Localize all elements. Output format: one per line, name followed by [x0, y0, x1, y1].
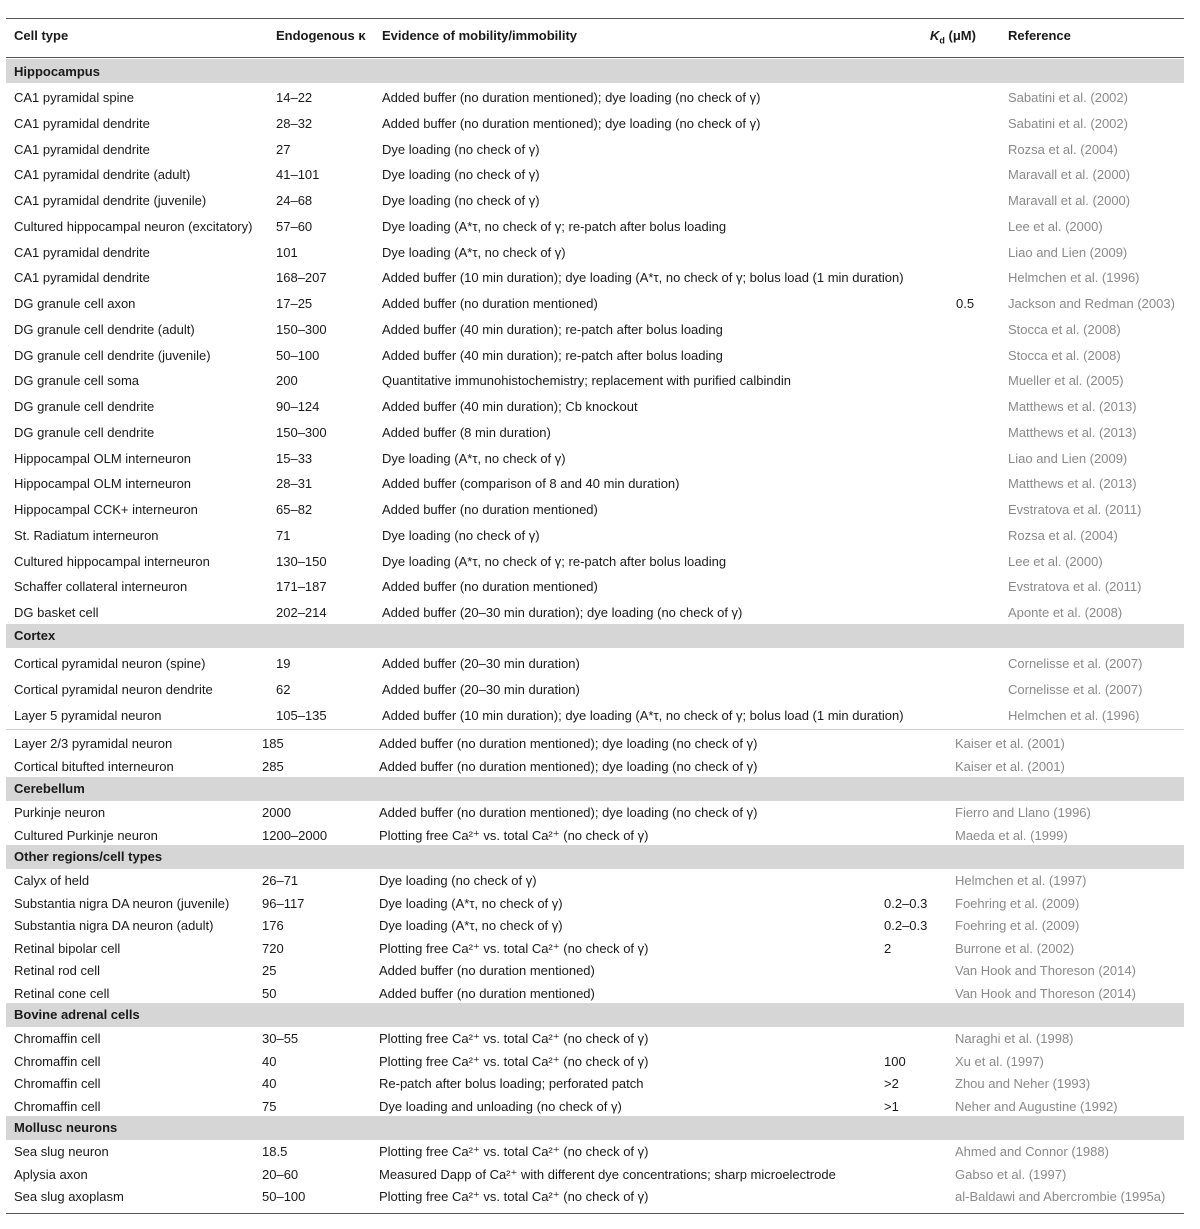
- reference: Liao and Lien (2009): [1008, 244, 1128, 260]
- endogenous-kappa: 176: [262, 918, 284, 934]
- table-row: [0, 825, 1200, 848]
- endogenous-kappa: 25: [262, 963, 277, 979]
- evidence: Added buffer (no duration mentioned); dye loading (no check of γ): [382, 90, 761, 105]
- cell-type: Retinal cone cell: [14, 986, 110, 1001]
- evidence: Added buffer (20–30 min duration): [382, 656, 580, 671]
- table-header: [0, 28, 1200, 50]
- cell-type: CA1 pyramidal dendrite: [14, 270, 150, 286]
- reference: Helmchen et al. (1996): [1008, 707, 1140, 723]
- cell-type: Sea slug neuron: [14, 1144, 109, 1159]
- table-row: [0, 266, 1200, 292]
- endogenous-kappa: 57–60: [276, 218, 313, 234]
- table-row: [0, 802, 1200, 825]
- cell-type: Aplysia axon: [14, 1166, 88, 1182]
- endogenous-kappa: 2000: [262, 805, 291, 820]
- evidence: Added buffer (no duration mentioned); dye loading (no check of γ): [379, 758, 758, 774]
- evidence: Added buffer (10 min duration); dye loading (A*τ, no check of γ; bolus load (1 min duration): [382, 270, 904, 286]
- reference: Rozsa et al. (2004): [1008, 141, 1118, 157]
- evidence: Added buffer (20–30 min duration): [382, 681, 580, 697]
- evidence: Dye loading (A*τ, no check of γ): [379, 895, 563, 911]
- evidence: Quantitative immunohistochemistry; replacement with purified calbindin: [382, 373, 791, 389]
- endogenous-kappa: 14–22: [276, 90, 313, 105]
- endogenous-kappa: 40: [262, 1076, 277, 1092]
- col-reference: Reference: [1008, 28, 1071, 43]
- reference: Van Hook and Thoreson (2014): [955, 963, 1136, 979]
- evidence: Dye loading and unloading (no check of γ): [379, 1098, 622, 1114]
- table-row: [0, 163, 1200, 189]
- cell-type: DG granule cell axon: [14, 296, 136, 311]
- endogenous-kappa: 28–31: [276, 476, 313, 492]
- evidence: Added buffer (8 min duration): [382, 424, 551, 440]
- cell-type: DG granule cell dendrite: [14, 399, 155, 414]
- table-row: [0, 1096, 1200, 1119]
- reference: Neher and Augustine (1992): [955, 1098, 1118, 1114]
- top-rule: [6, 18, 1184, 19]
- reference: Lee et al. (2000): [1008, 553, 1103, 569]
- endogenous-kappa: 1200–2000: [262, 827, 328, 843]
- evidence: Dye loading (A*τ, no check of γ): [382, 244, 566, 260]
- table-row: [0, 960, 1200, 983]
- table-row: [0, 1028, 1200, 1051]
- cell-type: CA1 pyramidal dendrite (adult): [14, 167, 191, 183]
- table-row: [0, 292, 1200, 318]
- header-rule: [6, 57, 1184, 58]
- endogenous-kappa: 50: [262, 986, 277, 1001]
- reference: Stocca et al. (2008): [1008, 321, 1121, 337]
- cell-type: Calyx of held: [14, 873, 90, 888]
- cell-type: Cultured hippocampal neuron (excitatory): [14, 218, 253, 234]
- evidence: Plotting free Ca²⁺ vs. total Ca²⁺ (no check of γ): [379, 1144, 649, 1159]
- endogenous-kappa: 150–300: [276, 321, 327, 337]
- cell-type: Sea slug axoplasm: [14, 1189, 124, 1205]
- evidence: Dye loading (no check of γ): [382, 527, 540, 543]
- endogenous-kappa: 185: [262, 736, 284, 751]
- section-header: [6, 845, 1184, 869]
- section-title: Mollusc neurons: [14, 1120, 118, 1135]
- endogenous-kappa: 101: [276, 244, 298, 260]
- endogenous-kappa: 28–32: [276, 115, 313, 131]
- endogenous-kappa: 62: [276, 681, 291, 697]
- table-row: [0, 938, 1200, 961]
- endogenous-kappa: 65–82: [276, 502, 313, 517]
- evidence: Added buffer (no duration mentioned); dye loading (no check of γ): [382, 115, 761, 131]
- reference: Evstratova et al. (2011): [1008, 579, 1142, 595]
- cell-type: Cultured hippocampal interneuron: [14, 553, 210, 569]
- evidence: Re-patch after bolus loading; perforated patch: [379, 1076, 644, 1092]
- kd-value: >2: [884, 1076, 899, 1092]
- reference: Maeda et al. (1999): [955, 827, 1068, 843]
- cell-type: Substantia nigra DA neuron (juvenile): [14, 895, 230, 911]
- table-row: [0, 1164, 1200, 1187]
- endogenous-kappa: 130–150: [276, 553, 327, 569]
- cell-type: Chromaffin cell: [14, 1053, 101, 1069]
- table-row: [0, 447, 1200, 473]
- cell-type: Layer 2/3 pyramidal neuron: [14, 736, 173, 751]
- evidence: Dye loading (A*τ, no check of γ; re-patch after bolus loading: [382, 218, 727, 234]
- section-title: Cortex: [14, 628, 56, 643]
- table-row: [0, 678, 1200, 704]
- reference: Maravall et al. (2000): [1008, 167, 1131, 183]
- kd-value: 0.5: [956, 296, 975, 311]
- table-row: [0, 575, 1200, 601]
- evidence: Added buffer (20–30 min duration); dye loading (no check of γ): [382, 605, 743, 620]
- endogenous-kappa: 720: [262, 940, 284, 956]
- reference: Gabso et al. (1997): [955, 1166, 1067, 1182]
- endogenous-kappa: 202–214: [276, 605, 327, 620]
- reference: al-Baldawi and Abercrombie (1995a): [955, 1189, 1166, 1205]
- endogenous-kappa: 19: [276, 656, 291, 671]
- evidence: Dye loading (no check of γ): [382, 141, 540, 157]
- reference: Stocca et al. (2008): [1008, 347, 1121, 363]
- endogenous-kappa: 41–101: [276, 167, 320, 183]
- evidence: Added buffer (no duration mentioned); dye loading (no check of γ): [379, 736, 758, 751]
- reference: Fierro and Llano (1996): [955, 805, 1091, 820]
- reference: Naraghi et al. (1998): [955, 1031, 1074, 1046]
- evidence: Dye loading (no check of γ): [382, 167, 540, 183]
- evidence: Added buffer (40 min duration); re-patch after bolus loading: [382, 321, 723, 337]
- cell-type: Hippocampal OLM interneuron: [14, 450, 192, 466]
- endogenous-kappa: 105–135: [276, 707, 327, 723]
- evidence: Plotting free Ca²⁺ vs. total Ca²⁺ (no check of γ): [379, 940, 649, 956]
- reference: Xu et al. (1997): [955, 1053, 1044, 1069]
- section-title: Bovine adrenal cells: [14, 1007, 140, 1022]
- cell-type: Cortical bitufted interneuron: [14, 758, 174, 774]
- evidence: Dye loading (A*τ, no check of γ): [382, 450, 566, 466]
- table-row: [0, 1051, 1200, 1074]
- evidence: Plotting free Ca²⁺ vs. total Ca²⁺ (no check of γ): [379, 1031, 649, 1046]
- table-row: [0, 1186, 1200, 1209]
- endogenous-kappa: 150–300: [276, 424, 327, 440]
- endogenous-kappa: 168–207: [276, 270, 327, 286]
- cell-type: CA1 pyramidal dendrite: [14, 141, 150, 157]
- evidence: Added buffer (comparison of 8 and 40 min duration): [382, 476, 680, 492]
- evidence: Dye loading (no check of γ): [382, 193, 540, 208]
- cell-type: Cortical pyramidal neuron dendrite: [14, 681, 213, 697]
- endogenous-kappa: 200: [276, 373, 298, 389]
- table-row: [0, 318, 1200, 344]
- table-row: [0, 704, 1200, 730]
- table-row: [0, 550, 1200, 576]
- table-row: [0, 421, 1200, 447]
- cell-type: CA1 pyramidal spine: [14, 90, 134, 105]
- col-cell-type: Cell type: [14, 28, 69, 43]
- reference: Foehring et al. (2009): [955, 918, 1080, 934]
- evidence: Dye loading (no check of γ): [379, 873, 537, 888]
- endogenous-kappa: 96–117: [262, 895, 305, 911]
- reference: Burrone et al. (2002): [955, 940, 1075, 956]
- endogenous-kappa: 40: [262, 1053, 277, 1069]
- reference: Foehring et al. (2009): [955, 895, 1080, 911]
- reference: Van Hook and Thoreson (2014): [955, 986, 1136, 1001]
- reference: Sabatini et al. (2002): [1008, 115, 1128, 131]
- col-evidence: Evidence of mobility/immobility: [382, 28, 578, 43]
- cell-type: Chromaffin cell: [14, 1031, 101, 1046]
- cell-type: Substantia nigra DA neuron (adult): [14, 918, 214, 934]
- evidence: Added buffer (no duration mentioned): [379, 986, 595, 1001]
- table-row: [0, 241, 1200, 267]
- table-row: [0, 870, 1200, 893]
- table-row: [0, 86, 1200, 112]
- reference: Mueller et al. (2005): [1008, 373, 1124, 389]
- endogenous-kappa: 171–187: [276, 579, 327, 595]
- cell-type: CA1 pyramidal dendrite (juvenile): [14, 193, 207, 208]
- table-row: [0, 189, 1200, 215]
- table-row: [0, 915, 1200, 938]
- row-separator: [6, 729, 1184, 730]
- table-row: [0, 112, 1200, 138]
- cell-type: Cortical pyramidal neuron (spine): [14, 656, 206, 671]
- reference: Helmchen et al. (1997): [955, 873, 1087, 888]
- cell-type: Cultured Purkinje neuron: [14, 827, 158, 843]
- table-row: [0, 1073, 1200, 1096]
- endogenous-kappa: 71: [276, 527, 291, 543]
- cell-type: Retinal rod cell: [14, 963, 100, 979]
- endogenous-kappa: 27: [276, 141, 291, 157]
- reference: Zhou and Neher (1993): [955, 1076, 1091, 1092]
- endogenous-kappa: 26–71: [262, 873, 299, 888]
- table-row: [0, 395, 1200, 421]
- reference: Kaiser et al. (2001): [955, 736, 1065, 751]
- evidence: Dye loading (A*τ, no check of γ): [379, 918, 563, 934]
- endogenous-kappa: 18.5: [262, 1144, 288, 1159]
- table-row: [0, 344, 1200, 370]
- bottom-rule: [6, 1213, 1184, 1214]
- table-row: [0, 893, 1200, 916]
- evidence: Added buffer (no duration mentioned): [382, 296, 598, 311]
- reference: Matthews et al. (2013): [1008, 424, 1137, 440]
- cell-type: DG basket cell: [14, 605, 99, 620]
- evidence: Added buffer (no duration mentioned); dye loading (no check of γ): [379, 805, 758, 820]
- table-row: [0, 1141, 1200, 1164]
- section-title: Hippocampus: [14, 64, 100, 79]
- cell-type: DG granule cell soma: [14, 373, 139, 389]
- reference: Ahmed and Connor (1988): [955, 1144, 1109, 1159]
- reference: Sabatini et al. (2002): [1008, 90, 1128, 105]
- reference: Helmchen et al. (1996): [1008, 270, 1140, 286]
- evidence: Added buffer (no duration mentioned): [382, 579, 598, 595]
- reference: Matthews et al. (2013): [1008, 399, 1137, 414]
- cell-type: Purkinje neuron: [14, 805, 106, 820]
- kd-value: 0.2–0.3: [884, 918, 928, 934]
- cell-type: DG granule cell dendrite: [14, 424, 155, 440]
- col-endogenous: Endogenous κ: [276, 28, 366, 43]
- evidence: Added buffer (40 min duration); Cb knockout: [382, 399, 638, 414]
- cell-type: St. Radiatum interneuron: [14, 527, 159, 543]
- reference: Cornelisse et al. (2007): [1008, 656, 1143, 671]
- endogenous-kappa: 15–33: [276, 450, 313, 466]
- reference: Maravall et al. (2000): [1008, 193, 1131, 208]
- endogenous-kappa: 50–100: [276, 347, 320, 363]
- evidence: Plotting free Ca²⁺ vs. total Ca²⁺ (no check of γ): [379, 1053, 649, 1069]
- reference: Lee et al. (2000): [1008, 218, 1103, 234]
- endogenous-kappa: 50–100: [262, 1189, 306, 1205]
- cell-type: Chromaffin cell: [14, 1076, 101, 1092]
- kd-value: 2: [884, 940, 892, 956]
- section-header: [6, 1116, 1184, 1140]
- cell-type: Schaffer collateral interneuron: [14, 579, 188, 595]
- endogenous-kappa: 20–60: [262, 1166, 299, 1182]
- endogenous-kappa: 17–25: [276, 296, 313, 311]
- table-row: [0, 652, 1200, 678]
- cell-type: Hippocampal OLM interneuron: [14, 476, 192, 492]
- reference: Jackson and Redman (2003): [1008, 296, 1175, 311]
- kd-value: >1: [884, 1098, 899, 1114]
- evidence: Plotting free Ca²⁺ vs. total Ca²⁺ (no check of γ): [379, 1189, 649, 1205]
- table-row: [0, 498, 1200, 524]
- endogenous-kappa: 90–124: [276, 399, 320, 414]
- evidence: Added buffer (10 min duration); dye loading (A*τ, no check of γ; bolus load (1 min duration): [382, 707, 904, 723]
- cell-type: Layer 5 pyramidal neuron: [14, 707, 162, 723]
- table-row: [0, 524, 1200, 550]
- evidence: Dye loading (A*τ, no check of γ; re-patch after bolus loading: [382, 553, 727, 569]
- col-kd: $K_d$ (μM): [930, 28, 976, 46]
- evidence: Added buffer (40 min duration); re-patch after bolus loading: [382, 347, 723, 363]
- table-row: [0, 601, 1200, 627]
- kd-value: 100: [884, 1053, 906, 1069]
- cell-type: Chromaffin cell: [14, 1098, 101, 1114]
- table-row: [0, 369, 1200, 395]
- reference: Liao and Lien (2009): [1008, 450, 1128, 466]
- kd-value: 0.2–0.3: [884, 895, 928, 911]
- endogenous-kappa: 30–55: [262, 1031, 299, 1046]
- reference: Kaiser et al. (2001): [955, 758, 1065, 774]
- reference: Cornelisse et al. (2007): [1008, 681, 1143, 697]
- cell-type: DG granule cell dendrite (juvenile): [14, 347, 211, 363]
- evidence: Added buffer (no duration mentioned): [379, 963, 595, 979]
- cell-type: Hippocampal CCK+ interneuron: [14, 502, 198, 517]
- reference: Rozsa et al. (2004): [1008, 527, 1118, 543]
- endogenous-kappa: 285: [262, 758, 284, 774]
- endogenous-kappa: 75: [262, 1098, 277, 1114]
- reference: Evstratova et al. (2011): [1008, 502, 1142, 517]
- cell-type: Retinal bipolar cell: [14, 940, 121, 956]
- table-row: [0, 138, 1200, 164]
- endogenous-kappa: 24–68: [276, 193, 313, 208]
- cell-type: CA1 pyramidal dendrite: [14, 115, 150, 131]
- section-title: Other regions/cell types: [14, 849, 163, 864]
- section-header: [6, 777, 1184, 801]
- evidence: Plotting free Ca²⁺ vs. total Ca²⁺ (no check of γ): [379, 827, 649, 843]
- section-header: [6, 624, 1184, 648]
- table-row: [0, 472, 1200, 498]
- reference: Matthews et al. (2013): [1008, 476, 1137, 492]
- cell-type: DG granule cell dendrite (adult): [14, 321, 195, 337]
- section-header: [6, 59, 1184, 83]
- table-row: [0, 215, 1200, 241]
- section-header: [6, 1003, 1184, 1027]
- evidence: Measured Dapp of Ca²⁺ with different dye concentrations; sharp microelectrode: [379, 1166, 836, 1182]
- evidence: Added buffer (no duration mentioned): [382, 502, 598, 517]
- cell-type: CA1 pyramidal dendrite: [14, 244, 150, 260]
- section-title: Cerebellum: [14, 781, 85, 796]
- reference: Aponte et al. (2008): [1008, 605, 1123, 620]
